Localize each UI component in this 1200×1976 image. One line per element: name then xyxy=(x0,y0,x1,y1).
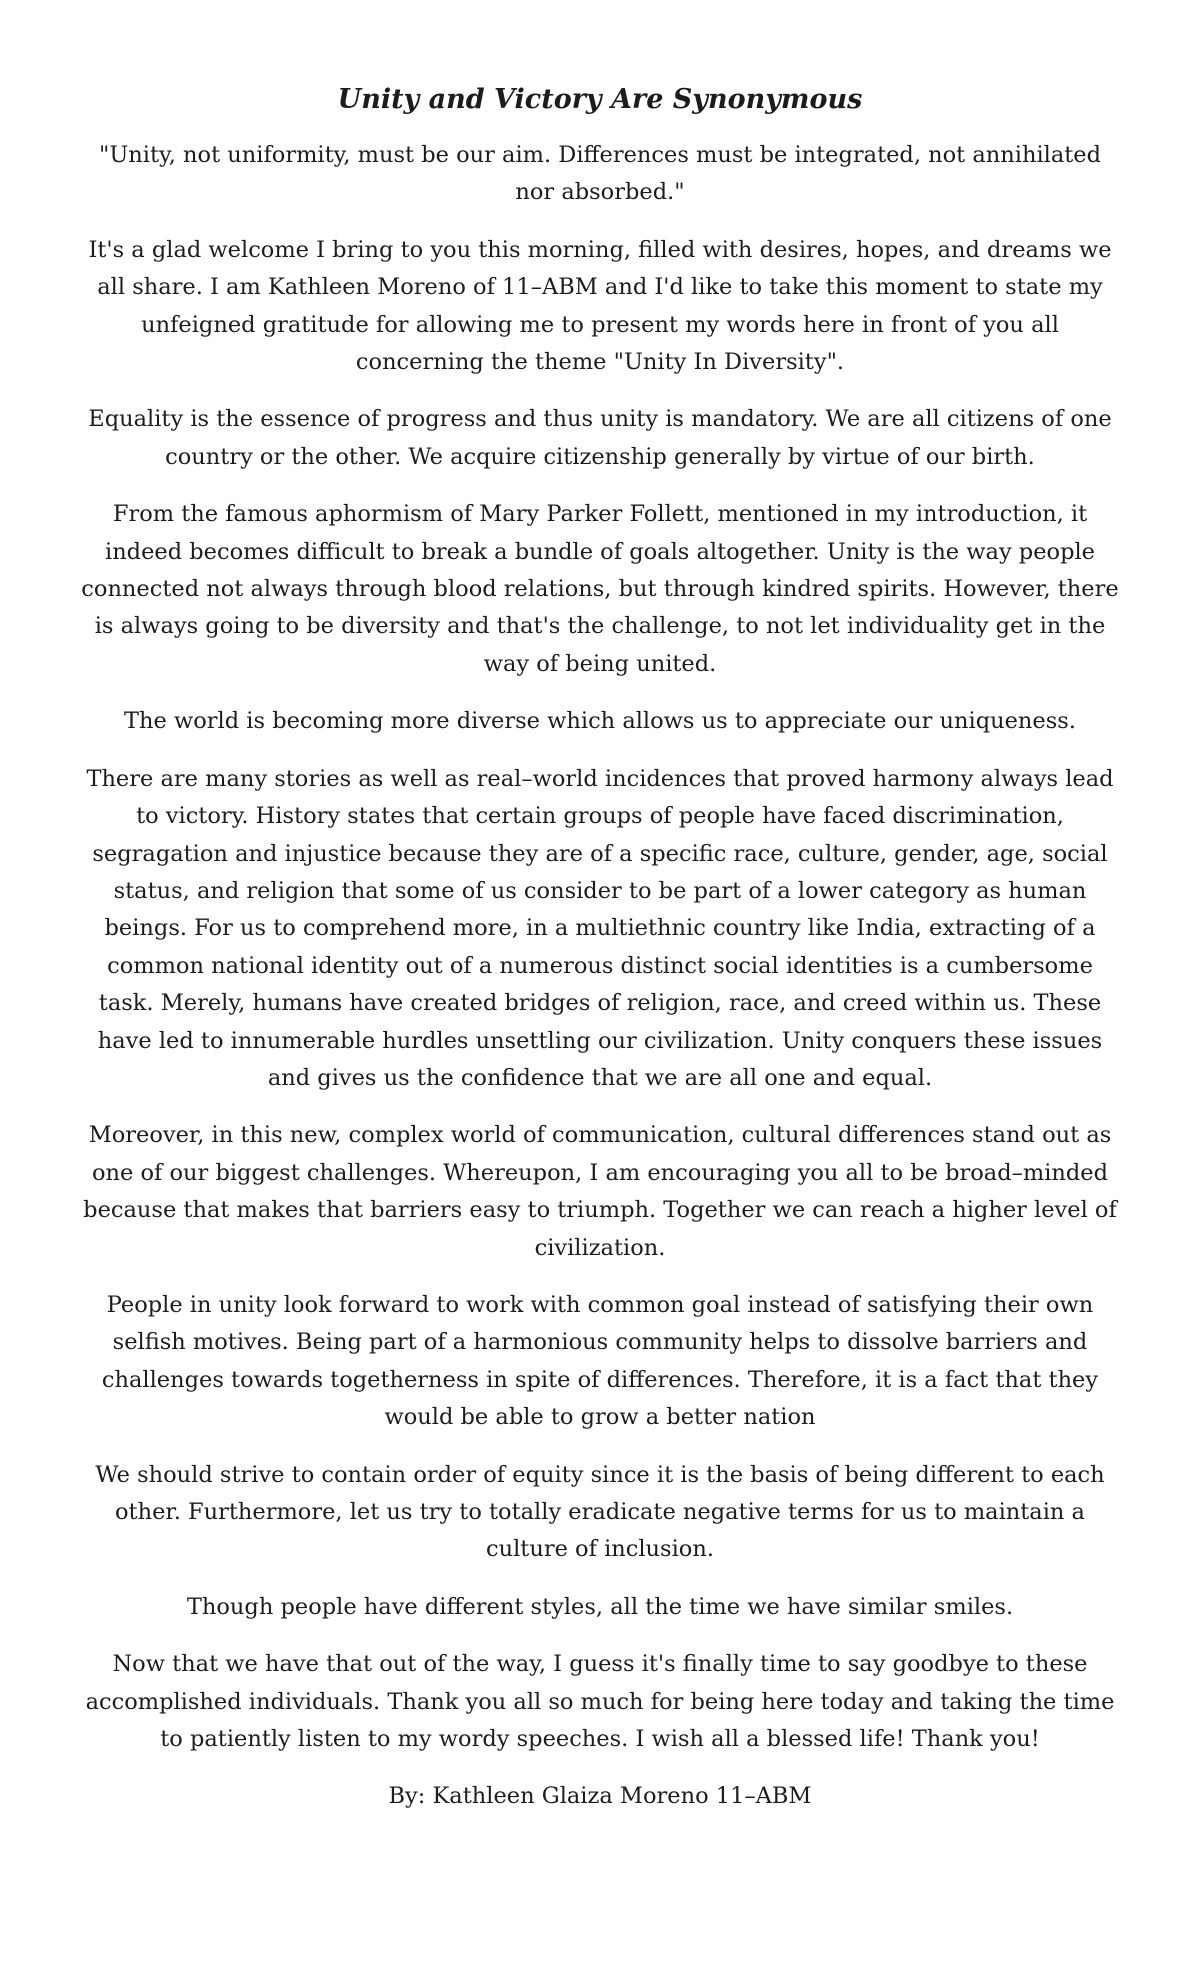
welcome-paragraph: It's a glad welcome I bring to you this morning, filled with desires, hopes, and dreams we all share. I am Kathleen Moreno of 11–ABM and I'd like to take this moment to state my unfeigned gratitude for allowing me to present my words here in front of you all concerning the theme "Unity In Diversity". xyxy=(88,236,1112,376)
speech-document xyxy=(80,80,1120,1816)
equity-paragraph: We should strive to contain order of equity since it is the basis of being different to each other. Furthermore, let us try to totally eradicate negative terms for us to maintain a culture of inclusion. xyxy=(95,1461,1105,1563)
document-title: Unity and Victory Are Synonymous xyxy=(337,84,863,115)
closing-paragraph: Now that we have that out of the way, I guess it's finally time to say goodbye to these accomplished individuals. Thank you all so much for being here today and taking the time to patiently listen to my wordy speeches. I wish all a blessed life! Thank you! xyxy=(85,1651,1115,1753)
aphorism-paragraph: From the famous aphormism of Mary Parker Follett, mentioned in my introduction, it indeed becomes difficult to break a bundle of goals altogether. Unity is the way people connected not always through blood relations, but through kindred spirits. However, there is always going to be diversity and that's the challenge, to not let individuality get in the way of being united. xyxy=(81,501,1119,677)
communication-paragraph: Moreover, in this new, complex world of communication, cultural differences stand out as one of our biggest challenges. Whereupon, I am encouraging you all to be broad–minded because that makes that barriers easy to triumph. Together we can reach a higher level of civilization. xyxy=(83,1122,1117,1261)
common-goal-paragraph: People in unity look forward to work with common goal instead of satisfying their own selfish motives. Being part of a harmonious community helps to dissolve barriers and challenges towards togetherness in spite of differences. Therefore, it is a fact that they would be able to grow a better nation xyxy=(101,1291,1099,1431)
author-byline: By: Kathleen Glaiza Moreno 11–ABM xyxy=(388,1783,812,1810)
history-paragraph: There are many stories as well as real–world incidences that proved harmony always lead to victory. History states that certain groups of people have faced discrimination, segragation and injustice because they are of a specific race, culture, gender, age, social status, and religion that some of us consider to be part of a lower category as human beings. For us to comprehend more, in a multiethnic country like India, extracting of a common national identity out of a numerous distinct social identities is a cumbersome task. Merely, humans have created bridges of religion, race, and creed within us. These have led to innumerable hurdles unsettling our civilization. Unity conquers these issues and gives us the confidence that we are all one and equal. xyxy=(86,765,1114,1091)
smiles-paragraph: Though people have different styles, all the time we have similar smiles. xyxy=(186,1593,1014,1620)
opening-quote-paragraph: "Unity, not uniformity, must be our aim. Differences must be integrated, not annihilated nor absorbed." xyxy=(98,142,1102,206)
diversity-paragraph: The world is becoming more diverse which allows us to appreciate our uniqueness. xyxy=(124,708,1076,735)
equality-paragraph: Equality is the essence of progress and thus unity is mandatory. We are all citizens of one country or the other. We acquire citizenship generally by virtue of our birth. xyxy=(88,406,1112,470)
